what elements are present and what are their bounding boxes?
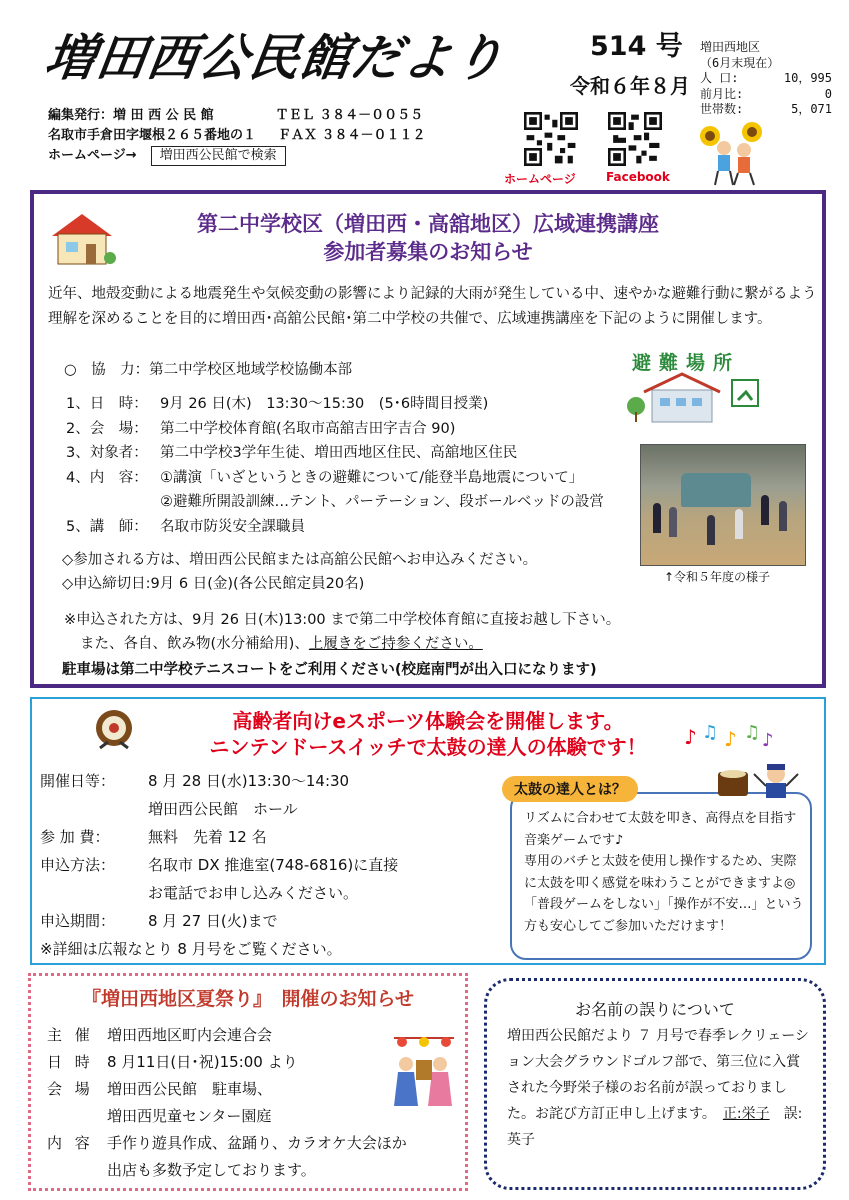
last-year-photo <box>640 444 806 566</box>
esports-subtitle: ニンテンドースイッチで太鼓の達人の体験です！ <box>209 735 647 759</box>
qr-facebook-label: Facebook <box>606 170 670 184</box>
qr-homepage-label: ホームページ <box>504 172 576 186</box>
stat-row: 人 口: 10，995 <box>700 71 832 85</box>
info-row: 増田西公民館 ホール <box>148 800 298 818</box>
taiko-explanation-bubble <box>510 782 812 960</box>
stat-row: 世帯数: 5，071 <box>700 102 832 116</box>
bubble-tag: 太鼓の達人とは？ <box>502 776 638 802</box>
detail-row: 1、日 時： 9月 26 日(木) 13:30～15:30 (5･6時間目授業) <box>66 396 489 412</box>
qr-code-icon <box>608 112 662 166</box>
info-row: 主 催 増田西地区町内会連合会 <box>47 1026 273 1044</box>
svg-text:♫: ♫ <box>744 722 761 743</box>
photo-caption: ↑令和５年度の様子 <box>664 570 771 584</box>
detail-row: 4、内 容： ①講演「いざというときの避難について/能登半島地震について」 <box>66 469 584 486</box>
info-row: 申込方法： 名取市 DX 推進室(748-6816)に直接 <box>40 856 399 874</box>
matsuri-info <box>47 1022 407 1184</box>
kouza-section <box>30 190 826 688</box>
stat-row: 増田西地区 <box>700 40 761 54</box>
music-notes-icon <box>684 720 780 754</box>
bubble-text: リズムに合わせて太鼓を叩き、高得点を目指す音楽ゲームです♪ 専用のバチと太鼓を使用し操作するため、実際に太鼓を叩く感覚を味わうことができますよ◎ 「普段ゲームをしない」「操作が不安…」という方も安心してご参加いただけます！ <box>524 811 804 934</box>
kouza-cooperation: ○ 協 力：第二中学校区地域学校協働本部 <box>64 362 353 378</box>
taiko-drum-icon <box>92 706 142 752</box>
esports-info <box>40 767 398 963</box>
info-row: 参 加 費： 無料 先着 12 名 <box>40 828 267 846</box>
kouza-note-apply: ◇参加される方は、増田西公民館または高舘公民館へお申込みください。 <box>62 552 538 568</box>
esports-title: 高齢者向けeスポーツ体験会を開催します。 <box>232 709 624 733</box>
svg-text:♪: ♪ <box>684 725 697 749</box>
kouza-note-arrival: ※申込された方は、9月 26 日(木)13:00 まで第二中学校体育館に直接お越し下さい。 <box>64 612 621 628</box>
stat-row: 前月比: 0 <box>700 86 832 101</box>
info-row: 日 時 8 月11日(日･祝)15:00 より <box>47 1053 298 1071</box>
kouza-note-bring: また、各自、飲み物(水分補給用)、上履きをご持参ください。 <box>80 636 483 652</box>
issue-number: 514 号 <box>590 31 683 62</box>
info-row: 開催日等： 8 月 28 日(水)13:30～14:30 <box>40 772 350 790</box>
kouza-note-deadline: ◇申込締切日:9月 6 日(金)(各公民館定員20名) <box>62 576 365 592</box>
info-row: 内 容 手作り遊具作成、盆踊り、カラオケ大会ほか <box>47 1134 407 1152</box>
house-icon <box>46 208 120 268</box>
stat-row: （6月末現在） <box>700 55 780 70</box>
svg-text:♪: ♪ <box>762 730 774 751</box>
kouza-title: 第二中学校区（増田西・高舘地区）広域連携講座 <box>197 212 659 236</box>
taiko-player-icon <box>716 760 806 800</box>
qr-homepage[interactable] <box>524 112 578 170</box>
festival-dancers-icon <box>388 1030 460 1110</box>
info-row: 増田西児童センター園庭 <box>107 1107 272 1125</box>
qr-code-icon <box>524 112 578 166</box>
svg-text:♪: ♪ <box>724 727 737 751</box>
matsuri-title: 『増田西地区夏祭り』 開催のお知らせ <box>82 988 414 1010</box>
detail-row: 5、講 師： 名取市防災安全課職員 <box>66 518 305 535</box>
info-note: ※詳細は広報なとり 8 月号をご覧ください。 <box>40 940 342 958</box>
evacuation-site-icon <box>624 370 764 424</box>
search-box[interactable]: 増田西公民館で検索 <box>151 146 286 166</box>
info-row: 会 場 増田西公民館 駐車場、 <box>47 1080 273 1098</box>
correction-title: お名前の誤りについて <box>575 1000 735 1019</box>
qr-facebook[interactable] <box>608 112 662 170</box>
info-row: 申込期間： 8 月 27 日(火)まで <box>40 912 278 930</box>
detail-row: ②避難所開設訓練…テント、パーテーション、段ボールベッドの設営 <box>160 494 604 510</box>
issue-date: 令和６年８月 <box>570 74 690 98</box>
kouza-subtitle: 参加者募集のお知らせ <box>323 240 533 264</box>
newsletter-title: 増田西公民館だより <box>41 29 509 87</box>
kouza-details <box>66 392 604 539</box>
kouza-note-parking: 駐車場は第二中学校テニスコートをご利用ください(校庭南門が出入口になります) <box>62 662 597 678</box>
kouza-intro: 近年、地殻変動による地震発生や気候変動の影響により記録的大雨が発生している中、速やかな避難行動に繋がるよう理解を深めることを目的に増田西･高舘公民館･第二中学校の共催で、広域連携講座を下記のように開催します。 <box>48 286 817 327</box>
detail-row: 2、会 場： 第二中学校体育館(名取市高舘吉田字吉合 90) <box>66 420 456 437</box>
publisher-info: 編集発行：増 田 西 公 民 館 ＴＥＬ ３８４－００５５ 名取市手倉田字堰根２６５番地の１ ＦＡＸ ３８４－０１１２ ホームページ→ 増田西公民館で検索 <box>48 106 426 166</box>
detail-row: 3、対象者： 第二中学校3学年生徒、増田西地区住民、高舘地区住民 <box>66 445 518 461</box>
population-stats <box>700 40 832 118</box>
sunflower-kids-icon <box>694 118 774 188</box>
info-row: 出店も多数予定しております。 <box>107 1161 316 1179</box>
shelter-label: 避難場所 <box>632 352 741 374</box>
correction-section <box>484 978 826 1190</box>
svg-text:♫: ♫ <box>702 722 719 743</box>
info-row: お電話でお申し込みください。 <box>148 884 359 902</box>
correction-text: 増田西公民館だより ７ 月号で春季レクリェーション大会グラウンドゴルフ部で、第三位に入賞された今野栄子様のお名前が誤っておりました。お詫び方訂正申し上げます。 正:栄子 誤:英子 <box>507 1028 809 1148</box>
